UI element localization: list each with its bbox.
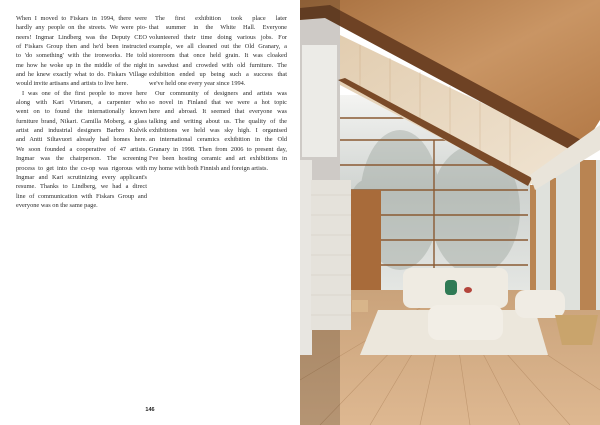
text-line: process to get into the co-op was rigorous with [16,164,147,172]
pouf [515,290,565,318]
text-line: went on to found the internationally known [16,108,147,116]
text-line: to 'do something' with the ironworks. He told [16,52,147,60]
text-line: Our community of designers and artists was [155,89,287,97]
text-line: artist and industrial designers Barbro Kulvik [16,127,147,135]
text-line: so novel in Finland that we were a hot topic [149,99,287,107]
text-line: everyone was on the same page. [16,201,98,209]
text-line: I was one of the first people to move here [22,89,147,97]
text-line: talking and writing about us. The quality of the [149,117,287,125]
green-vase [445,280,457,295]
text-line: exhibition ended up being such a success that [149,71,287,79]
text-line: volunteered their time doing various jobs. For [149,33,287,41]
text-line: my home with both Finnish and foreign artists. [149,164,269,172]
text-line: example, we all cleaned out the Old Granary, a [149,43,287,51]
text-line: line of communication with Fiskars Group and [16,192,147,200]
text-line: me how he woke up in the middle of the night [16,61,147,69]
page-number: 146 [145,407,155,413]
text-line: neers! Ingmar Lindberg was the Deputy CEO [16,33,147,41]
text-line: an international ceramics exhibition in the Old [149,136,287,144]
text-line: storeroom that once held grain. It was cloaked [149,52,287,60]
text-line: here and abroad. It seemed that everyone was [149,108,287,116]
text-line: The first exhibition took place later [155,15,287,22]
text-line: Granary in 1998. Then from 2006 to present day, [149,145,287,153]
white-cabinet [302,45,337,157]
text-line: resume. Thanks to Lindberg, we had a direct [16,183,147,191]
basket [555,315,598,345]
paragraph [149,89,287,173]
text-line: When I moved to Fiskars in 1994, there were [16,15,147,22]
text-column-1 [16,14,147,210]
text-line: and he knew exactly what to do. Fiskars Village [16,71,147,79]
text-line: in sawdust and crowded with old furniture. The [149,61,287,69]
text-line: Ingmar was the chairperson. The screening [16,155,147,163]
text-line: Ingmar and Kari scrutinizing every applicant's [16,173,147,181]
paragraph [149,14,287,89]
text-line: that summer in the White Hall. Everyone [149,24,287,32]
text-line: of Fiskars Group then and he'd been instructed [16,43,147,51]
wood-door [351,190,381,290]
text-line: hardly any people on the streets. We were pio- [16,24,147,32]
text-column-2 [149,14,287,173]
paragraph [16,89,147,210]
text-line: we've held one every year since 1994. [149,80,246,88]
text-line: exhibitions we held was sky high. I organised [149,127,287,135]
text-line: would invite artisans and artists to live here. [16,80,129,88]
text-line: and Antti Siltavuori already had homes here. [16,136,147,144]
text-line: I've been hosting ceramic and art exhibitions in [149,155,287,163]
text-line: along with Kari Virtanen, a carpenter who [16,99,147,107]
text-line: furniture brand, Nikari. Camilla Moberg, a glass [16,117,147,125]
paragraph [16,14,147,89]
text-line: We soon founded a cooperative of 47 artists. [16,145,147,153]
interior-photo [300,0,600,425]
ottoman [428,305,503,340]
